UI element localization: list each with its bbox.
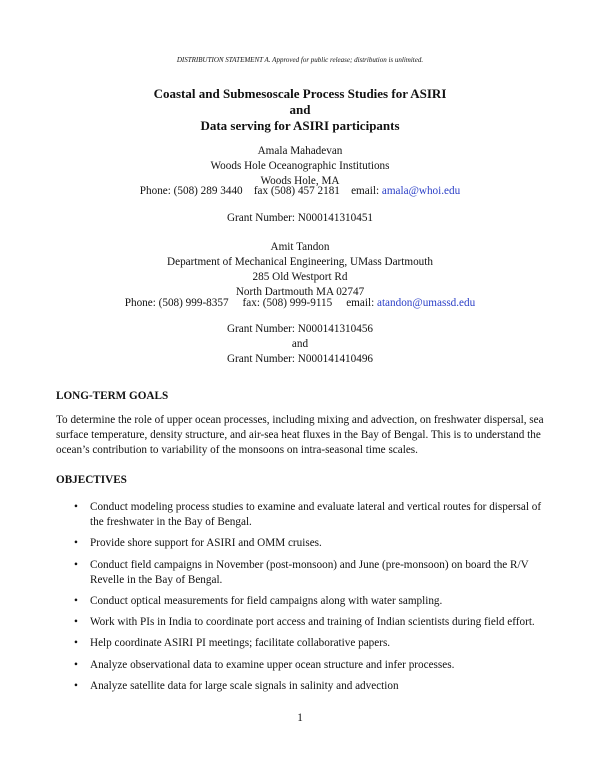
- long-term-goals-text: To determine the role of upper ocean processes, including mixing and advection, on freshwater dispersal, sea surface temperature, density structure, and air-sea heat fluxes in the Bay of Bengal. This is to understand the ocean’s contribution to variability of the monsoons on intra-seasonal time scales.: [56, 414, 544, 456]
- bullet-icon: •: [74, 537, 78, 550]
- objective-text: Analyze observational data to examine upper ocean structure and infer processes.: [90, 658, 455, 671]
- author1-institution: Woods Hole Oceanographic Institutions: [210, 160, 390, 172]
- list-item: [72, 658, 542, 673]
- distribution-statement: DISTRIBUTION STATEMENT A. Approved for public release; distribution is unlimited.: [176, 56, 424, 64]
- bullet-icon: •: [74, 501, 78, 513]
- author2-contact: [0, 296, 600, 311]
- list-item: [72, 679, 542, 694]
- author1-phone: Phone: (508) 289 3440: [139, 185, 243, 197]
- author2-city: North Dartmouth MA 02747: [235, 286, 365, 298]
- long-term-goals-heading: LONG-TERM GOALS: [56, 390, 169, 402]
- objective-text: Conduct modeling process studies to examine and evaluate lateral and vertical routes for dispersal of the freshwater in the Bay of Bengal.: [90, 501, 542, 528]
- objective-text: Analyze satellite data for large scale signals in salinity and advection: [90, 680, 399, 693]
- bullet-icon: •: [74, 558, 78, 571]
- author1-location: Woods Hole, MA: [260, 175, 340, 187]
- author2-grant-1: Grant Number: N000141310456: [226, 323, 374, 335]
- list-item: [72, 636, 542, 651]
- objective-text: Provide shore support for ASIRI and OMM cruises.: [90, 537, 322, 550]
- list-item: [72, 615, 542, 630]
- objective-text: Conduct optical measurements for field campaigns along with water sampling.: [90, 594, 443, 607]
- author2-phone: Phone: (508) 999-8357: [124, 297, 229, 309]
- author2-email-link[interactable]: atandon@umassd.edu: [376, 297, 476, 309]
- list-item: [72, 558, 542, 588]
- list-item: [72, 500, 542, 530]
- objective-text: Help coordinate ASIRI PI meetings; facilitate collaborative papers.: [90, 637, 391, 650]
- title-line-2: and: [289, 102, 311, 117]
- author2-grant-and: and: [291, 338, 309, 350]
- objective-text: Work with PIs in India to coordinate port access and training of Indian scientists during field effort.: [90, 616, 535, 629]
- author1-contact: [0, 184, 600, 199]
- author2-address: 285 Old Westport Rd: [252, 271, 348, 283]
- author2-email-label: email:: [346, 297, 375, 309]
- title-line-1: Coastal and Submesoscale Process Studies for ASIRI: [153, 86, 447, 101]
- objectives-list: [72, 500, 542, 700]
- author2-name: Amit Tandon: [270, 241, 330, 253]
- bullet-icon: •: [74, 637, 78, 650]
- author1-name: Amala Mahadevan: [257, 145, 343, 157]
- list-item: [72, 594, 542, 609]
- bullet-icon: •: [74, 616, 78, 629]
- title-line-3: Data serving for ASIRI participants: [200, 118, 400, 133]
- author2-fax: fax: (508) 999-9115: [242, 297, 333, 309]
- bullet-icon: •: [74, 680, 78, 693]
- author1-email-link[interactable]: amala@whoi.edu: [381, 185, 461, 197]
- author1-email-label: email:: [351, 185, 380, 197]
- list-item: [72, 536, 542, 551]
- bullet-icon: •: [74, 658, 78, 671]
- page-number: 1: [297, 712, 303, 724]
- author1-grant: Grant Number: N000141310451: [226, 212, 374, 224]
- objectives-heading: OBJECTIVES: [56, 474, 127, 486]
- author2-grant-2: Grant Number: N000141410496: [226, 353, 374, 365]
- objective-text: Conduct field campaigns in November (post-monsoon) and June (pre-monsoon) on board the R/V Revelle in the Bay of Bengal.: [90, 558, 529, 586]
- author2-department: Department of Mechanical Engineering, UMass Dartmouth: [167, 256, 433, 268]
- bullet-icon: •: [74, 594, 78, 607]
- author1-fax: fax (508) 457 2181: [253, 185, 340, 197]
